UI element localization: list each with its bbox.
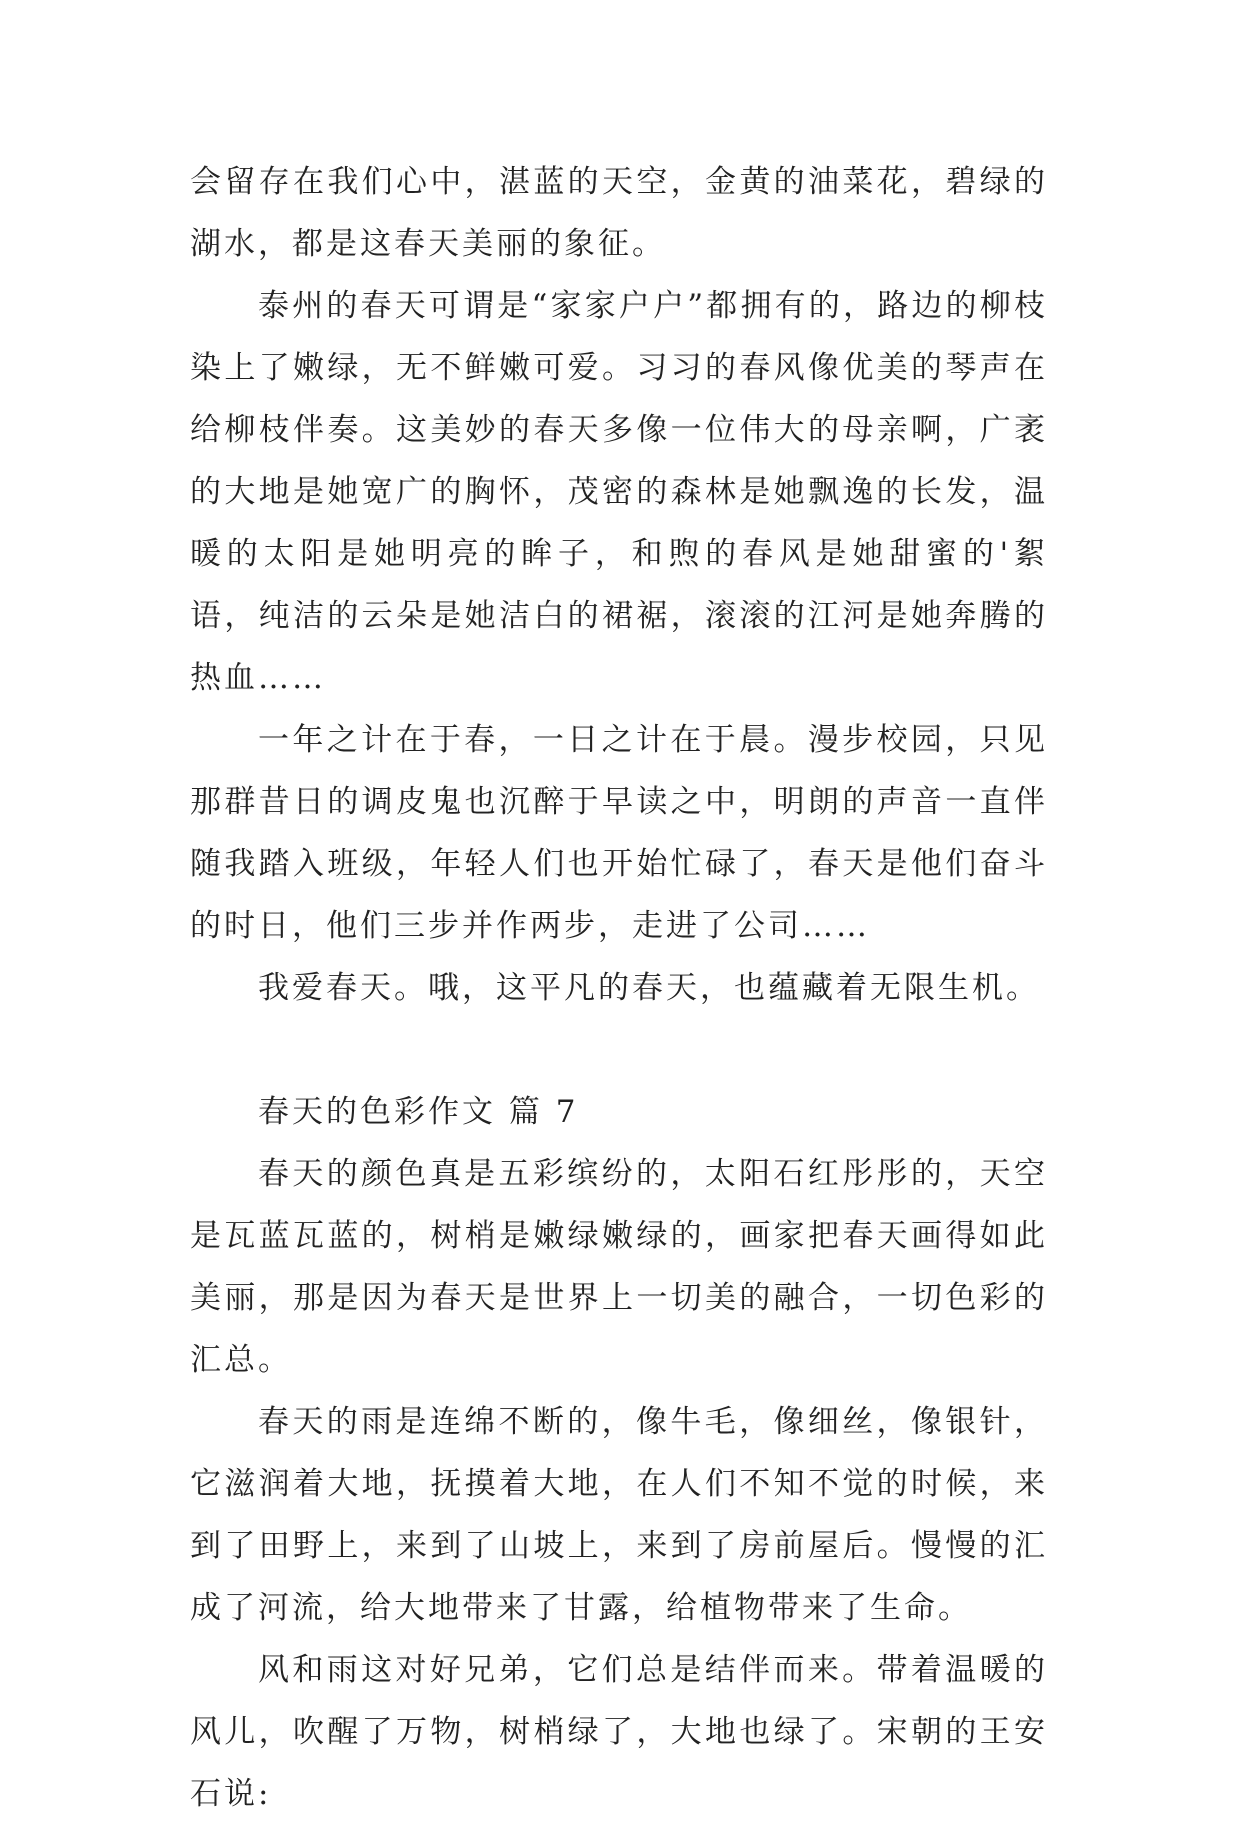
essay-heading: 春天的色彩作文 篇 7 bbox=[258, 1094, 579, 1130]
paragraph-love-spring: 我爱春天。哦，这平凡的春天，也蕴藏着无限生机。 bbox=[258, 970, 1040, 1006]
paragraph-year-plan: 一年之计在于春，一日之计在于晨。漫步校园，只见那群昔日的调皮鬼也沉醉于早读之中，明朗的声音一直伴随我踏入班级，年轻人们也开始忙碌了，春天是他们奋斗的时日，他们三步并作两步，走进了公司…… bbox=[190, 722, 1048, 944]
paragraph-continuation: 会留存在我们心中，湛蓝的天空，金黄的油菜花，碧绿的湖水，都是这春天美丽的象征。 bbox=[190, 164, 1048, 262]
paragraph-taizhou-spring: 泰州的春天可谓是“家家户户”都拥有的，路边的柳枝染上了嫩绿，无不鲜嫩可爱。习习的春风像优美的琴声在给柳枝伴奏。这美妙的春天多像一位伟大的母亲啊，广袤的大地是她宽广的胸怀，茂密的森林是她飘逸的长发，温暖的太阳是她明亮的眸子，和煦的春风是她甜蜜的'絮语，纯洁的云朵是她洁白的裙裾，滚滚的江河是她奔腾的热血…… bbox=[190, 288, 1048, 696]
paragraph-wind-and-rain: 风和雨这对好兄弟，它们总是结伴而来。带着温暖的风儿，吹醒了万物，树梢绿了，大地也绿了。宋朝的王安石说: bbox=[190, 1652, 1048, 1812]
document-body bbox=[190, 151, 1048, 1825]
paragraph-spring-rain: 春天的雨是连绵不断的，像牛毛，像细丝，像银针，它滋润着大地，抚摸着大地，在人们不知不觉的时候，来到了田野上，来到了山坡上，来到了房前屋后。慢慢的汇成了河流，给大地带来了甘露，给植物带来了生命。 bbox=[190, 1404, 1048, 1626]
paragraph-spring-colors: 春天的颜色真是五彩缤纷的，太阳石红彤彤的，天空是瓦蓝瓦蓝的，树梢是嫩绿嫩绿的，画家把春天画得如此美丽，那是因为春天是世界上一切美的融合，一切色彩的汇总。 bbox=[190, 1156, 1048, 1378]
